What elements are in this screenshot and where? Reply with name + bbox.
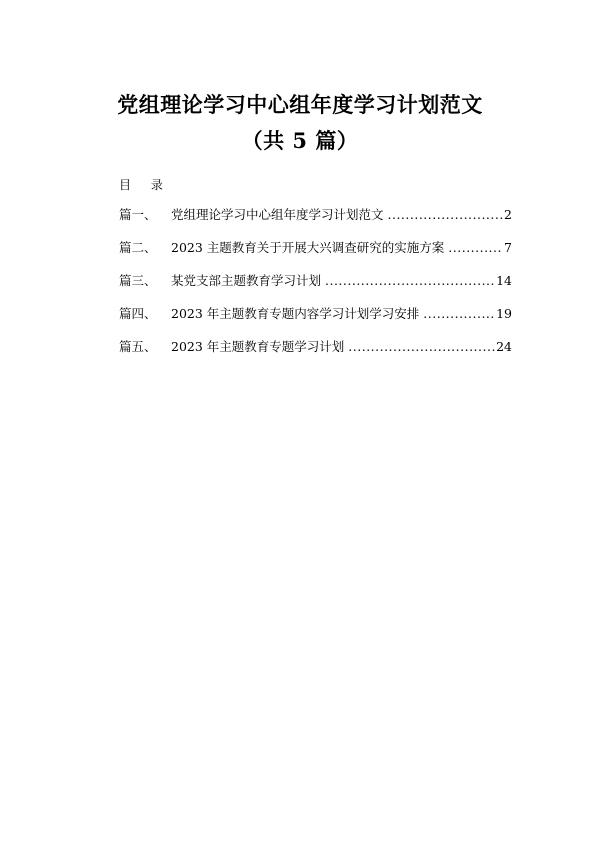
document-title: 党组理论学习中心组年度学习计划范文 — [117, 92, 483, 117]
toc-entry-title: 2023 主题教育关于开展大兴调查研究的实施方案 — [171, 240, 445, 255]
toc-entry-number: 篇四、 — [119, 306, 157, 321]
toc-entry-page: 7 — [504, 240, 512, 255]
toc-entry-4[interactable] — [119, 304, 512, 337]
toc-entry-3[interactable] — [119, 271, 512, 304]
toc-entry-page: 19 — [496, 306, 512, 321]
toc-entry-number: 篇五、 — [119, 339, 157, 354]
toc-leader-dots — [423, 306, 495, 321]
table-of-contents — [119, 205, 512, 370]
toc-leader-dots — [325, 273, 495, 288]
toc-entry-title: 2023 年主题教育专题内容学习计划学习安排 — [171, 306, 420, 321]
toc-entry-title: 党组理论学习中心组年度学习计划范文 — [171, 207, 384, 222]
toc-entry-number: 篇三、 — [119, 273, 157, 288]
toc-entry-page: 14 — [496, 273, 512, 288]
toc-leader-dots — [348, 339, 495, 354]
toc-leader-dots — [388, 207, 504, 222]
toc-leader-dots — [448, 240, 503, 255]
toc-entry-2[interactable] — [119, 238, 512, 271]
toc-entry-number: 篇二、 — [119, 240, 157, 255]
toc-entry-title: 2023 年主题教育专题学习计划 — [171, 339, 345, 354]
toc-entry-page: 2 — [504, 207, 512, 222]
toc-entry-1[interactable] — [119, 205, 512, 238]
toc-heading: 目 录 — [119, 178, 171, 192]
toc-entry-title: 某党支部主题教育学习计划 — [171, 273, 322, 288]
toc-entry-page: 24 — [496, 339, 512, 354]
toc-entry-number: 篇一、 — [119, 207, 157, 222]
document-subtitle: （共 5 篇） — [241, 128, 359, 153]
toc-entry-5[interactable] — [119, 337, 512, 370]
